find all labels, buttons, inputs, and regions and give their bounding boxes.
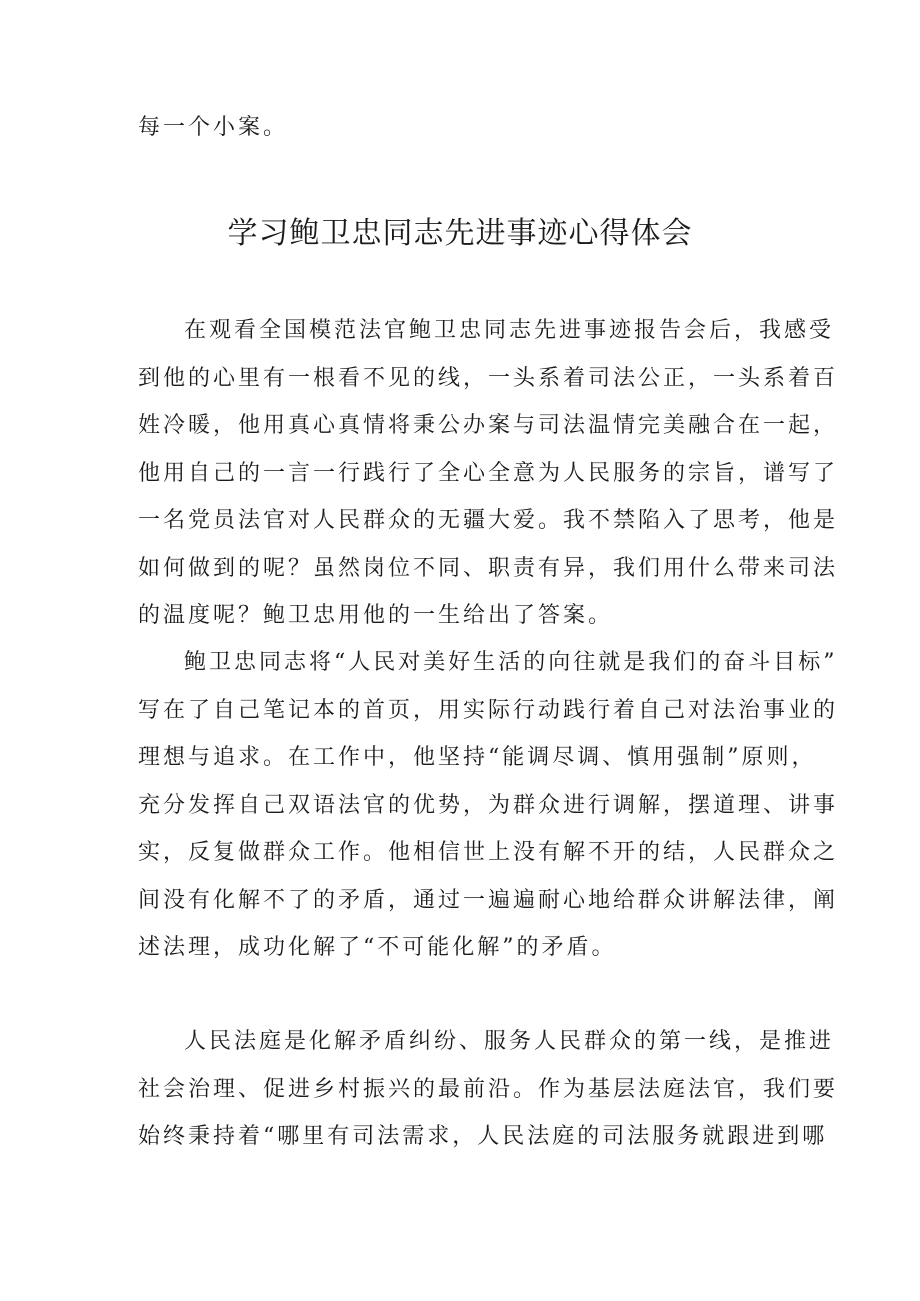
paragraph-line: 始终秉持着“哪里有司法需求，人民法庭的司法服务就跟进到哪 <box>138 1124 828 1149</box>
paragraph-line: 间没有化解不了的矛盾，通过一遍遍耐心地给群众讲解法律，阐 <box>138 887 839 913</box>
paragraph-line: 实，反复做群众工作。他相信世上没有解不开的结，人民群众之 <box>138 840 839 865</box>
paragraph-3 <box>138 1018 839 1161</box>
paragraph-line: 到他的心里有一根看不见的线，一头系着司法公正，一头系着百 <box>138 365 839 391</box>
paragraph-line: 一名党员法官对人民群众的无疆大爱。我不禁陷入了思考，他是 <box>138 508 839 533</box>
paragraph-line: 人民法庭是化解矛盾纠纷、服务人民群众的第一线，是推进 <box>184 1029 835 1054</box>
paragraph-line: 他用自己的一言一行践行了全心全意为人民服务的宗旨，谱写了 <box>138 460 839 486</box>
paragraph-2 <box>138 639 839 972</box>
paragraph-line: 在观看全国模范法官鲍卫忠同志先进事迹报告会后，我感受 <box>184 318 835 343</box>
paragraph-1 <box>138 307 839 640</box>
paragraph-line: 理想与追求。在工作中，他坚持“能调尽调、慎用强制”原则， <box>138 745 817 770</box>
paragraph-line: 的温度呢？鲍卫忠用他的一生给出了答案。 <box>138 603 614 628</box>
paragraph-line: 述法理，成功化解了“不可能化解”的矛盾。 <box>138 935 617 960</box>
lead-line: 每一个小案。 <box>138 115 289 140</box>
paragraph-line: 姓冷暖，他用真心真情将秉公办案与司法温情完美融合在一起， <box>138 413 839 438</box>
paragraph-line: 社会治理、促进乡村振兴的最前沿。作为基层法庭法官，我们要 <box>138 1076 839 1102</box>
paragraph-line: 充分发挥自己双语法官的优势，为群众进行调解，摆道理、讲事 <box>138 792 839 818</box>
paragraph-line: 鲍卫忠同志将“人民对美好生活的向往就是我们的奋斗目标” <box>184 650 838 675</box>
paragraph-line: 写在了自己笔记本的首页，用实际行动践行着自己对法治事业的 <box>138 697 839 723</box>
page-title: 学习鲍卫忠同志先进事迹心得体会 <box>227 216 693 251</box>
paragraph-line: 如何做到的呢？虽然岗位不同、职责有异，我们用什么带来司法 <box>138 555 839 581</box>
